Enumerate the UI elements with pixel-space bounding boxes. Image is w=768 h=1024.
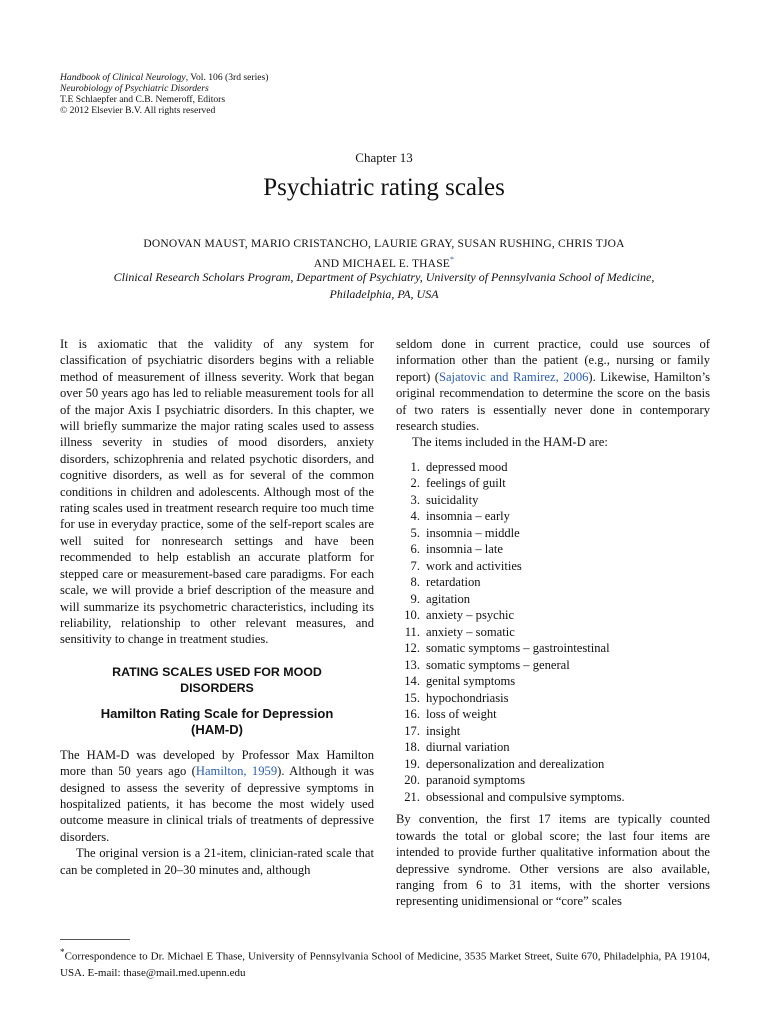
list-item: 15. hypochondriasis (404, 690, 509, 705)
footnote-mark: * (60, 947, 65, 957)
list-item: 1. depressed mood (410, 459, 508, 474)
citation-sajatovic-link[interactable]: Sajatovic and Ramirez, 2006 (438, 369, 589, 384)
book-subtitle: Neurobiology of Psychiatric Disorders (60, 83, 209, 94)
author-line-1: DONOVAN MAUST, MARIO CRISTANCHO, LAURIE GRAY, SUSAN RUSHING, CHRIS TJOA (143, 238, 625, 250)
items-intro: The items included in the HAM-D are: (412, 435, 608, 450)
copyright-line: © 2012 Elsevier B.V. All rights reserved (60, 105, 216, 116)
chapter-label: Chapter 13 (355, 150, 413, 165)
list-item: 14. genital symptoms (404, 674, 516, 689)
list-item: 3. suicidality (410, 492, 479, 507)
citation-hamilton-link[interactable]: Hamilton, 1959 (195, 764, 278, 779)
journal-volume: , Vol. 106 (3rd series) (185, 72, 269, 83)
list-item: 17. insight (404, 723, 461, 738)
subsection-heading: Hamilton Rating Scale for Depression (HAM-D) (100, 705, 334, 738)
sources-paragraph-end: ). Likewise, Hamilton’s original recommendation to determine the score on the basis of two raters is essentially never done in contemporary research studies. (396, 369, 710, 434)
original-version-paragraph: The original version is a 21-item, clinician-rated scale that can be completed in 20–30 minutes and, although (60, 846, 374, 877)
affiliation-line-1: Clinical Research Scholars Program, Department of Psychiatry, University of Pennsylvania School of Medicine, (113, 270, 655, 284)
affiliation-line-2: Philadelphia, PA, USA (329, 286, 439, 301)
section-heading: RATING SCALES USED FOR MOOD DISORDERS (112, 664, 322, 695)
left-column (60, 336, 374, 878)
list-item: 12. somatic symptoms – gastrointestinal (404, 641, 610, 656)
intro-paragraph: It is axiomatic that the validity of any system for classification of psychiatric disorders begins with a reliable method of measurement of illness severity. Work that began over 50 years ago has led to reliable measurement tools for all of the major Axis I psychiatric disorders. In this chapter, we will briefly summarize the major rating scales used to assess illness severity in studies of mood disorders, anxiety disorders, schizophrenia and related psychotic disorders, and cognitive disorders, as well as for several of the common conditions in children and adolescents. Although most of the rating scales used in treatment research require too much time for use in everyday practice, some of the self-report scales are well suited for nonresearch settings and have been recommended to help establish an accurate platform for stepped care or measurement-based care paradigms. For each scale, we will provide a brief description of the measure and will summarize its psychometric characteristics, including its reliability, relationship to other relevant measures, and sensitivity to change in treatment studies. (60, 337, 374, 647)
journal-name: Handbook of Clinical Neurology (60, 72, 186, 83)
list-item: 11. anxiety – somatic (404, 624, 515, 639)
right-column (396, 336, 710, 910)
hamd-paragraph (60, 747, 374, 845)
correspondence-mark[interactable]: * (450, 255, 455, 264)
list-item: 8. retardation (410, 575, 481, 590)
footnote (60, 944, 710, 981)
author-list (0, 236, 768, 272)
list-item: 7. work and activities (410, 558, 522, 573)
list-item: 16. loss of weight (404, 707, 497, 722)
list-item: 6. insomnia – late (410, 542, 503, 557)
list-item: 9. agitation (410, 591, 471, 606)
hamd-paragraph-start: The HAM-D was developed by Professor Max Hamilton more than 50 years ago ( (60, 747, 374, 779)
list-item: 5. insomnia – middle (410, 525, 520, 540)
footnote-divider (60, 939, 130, 940)
list-item: 20. paranoid symptoms (404, 773, 525, 788)
list-item: 19. depersonalization and derealization (404, 756, 605, 771)
list-item: 13. somatic symptoms – general (404, 657, 570, 672)
list-item: 18. diurnal variation (404, 740, 510, 755)
hamd-paragraph-end: ). Although it was designed to assess the severity of depressive symptoms in hospitalized patients, it has become the most widely used outcome measure in clinical trials of treatments of depressive disorders. (60, 764, 374, 844)
list-item: 2. feelings of guilt (410, 476, 506, 491)
book-editors: T.E Schlaepfer and C.B. Nemeroff, Editors (60, 94, 226, 105)
footnote-text: Correspondence to Dr. Michael E Thase, University of Pennsylvania School of Medicine, 3535 Market Street, Suite 670, Philadelphia, PA 19104, USA. E-mail: thase@mail.med.upenn.edu (60, 950, 710, 979)
list-item: 21. obsessional and compulsive symptoms. (404, 789, 625, 804)
book-header (60, 72, 268, 116)
chapter-title: Psychiatric rating scales (263, 174, 505, 201)
sources-paragraph-start: seldom done in current practice, could use sources of information other than the patient (e.g., nursing or family report) ( (396, 337, 710, 384)
convention-paragraph: By convention, the first 17 items are typically counted towards the total or global score; the last four items are intended to provide further qualitative information about the depressive syndrome. Other versions are also available, ranging from 6 to 31 items, with the shorter versions representing unidimensional or “core” scales (396, 812, 710, 909)
author-line-2: AND MICHAEL E. THASE (313, 257, 451, 270)
sources-paragraph (396, 336, 710, 434)
hamd-item-list (396, 459, 710, 806)
list-item: 10. anxiety – psychic (404, 608, 515, 623)
affiliation (0, 269, 768, 302)
list-item: 4. insomnia – early (410, 509, 510, 524)
